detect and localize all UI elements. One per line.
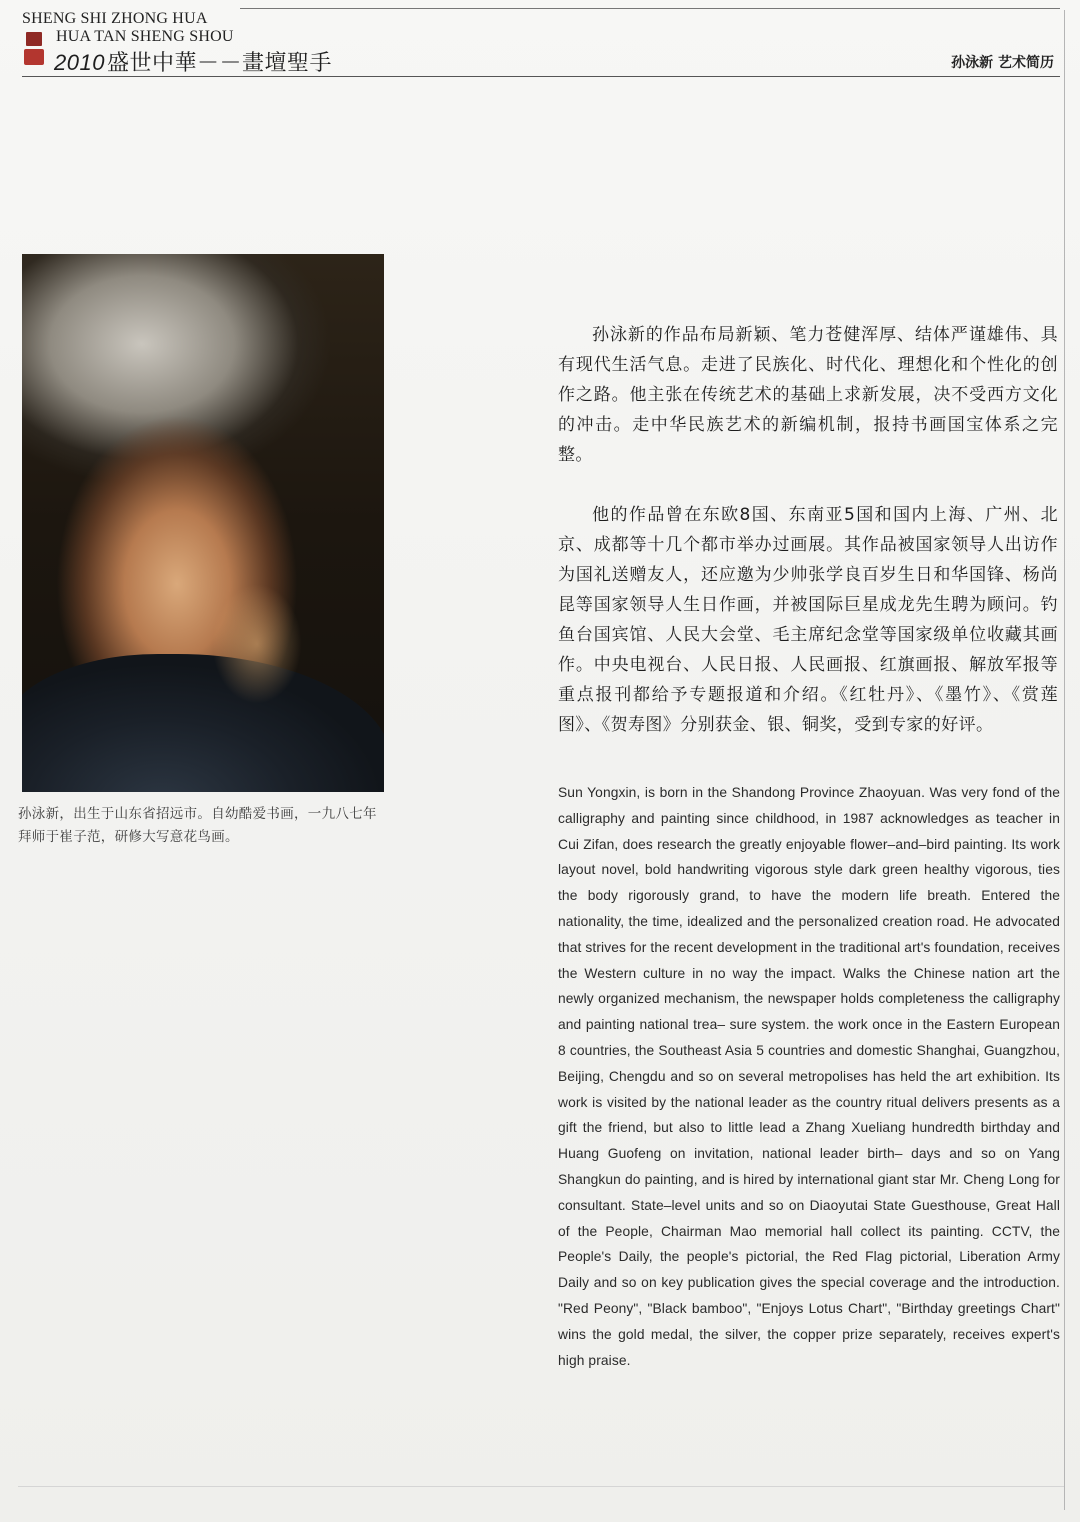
photo-caption: 孙泳新，出生于山东省招远市。自幼酷爱书画，一九八七年拜师于崔子范，研修大写意花鸟画。 bbox=[18, 806, 377, 845]
header-pinyin-line1: SHENG SHI ZHONG HUA bbox=[22, 10, 208, 27]
section-label: 孙泳新 艺术简历 bbox=[951, 55, 1054, 71]
margin-divider bbox=[1064, 10, 1065, 1510]
chinese-paragraph-1: 孙泳新的作品布局新颖、笔力苍健浑厚、结体严谨雄伟、具有现代生活气息。走进了民族化、时代化、理想化和个性化的创作之路。他主张在传统艺术的基础上求新发展，决不受西方文化的冲击。走中华民族艺术的新编机制，报持书画国宝体系之完整。 bbox=[558, 325, 1058, 465]
page-title bbox=[54, 46, 332, 77]
bottom-divider bbox=[18, 1486, 1064, 1487]
seal-logo-icon bbox=[24, 32, 44, 68]
english-biography: Sun Yongxin, is born in the Shandong Province Zhaoyuan. Was very fond of the calligraphy and painting since childhood, in 1987 acknowledges as teacher in Cui Zifan, does research the greatly enjoyable flower–and–bird painting. Its work layout novel, bold handwriting vigorous style dark green healthy vigorous, ties the body rigorously grand, to have the modern life breath. Entered the nationality, the time, idealized and the personalized creation road. He advocated that strives for the recent development in the traditional art's foundation, receives the Western culture in no way the impact. Walks the Chinese nation art the newly organized mechanism, the newspaper holds completeness the calligraphy and painting national trea– sure system. the work once in the Eastern European 8 countries, the Southeast Asia 5 countries and domestic Shanghai, Guangzhou, Beijing, Chengdu and so on several metropolises has held the art exhibition. Its work is visited by the national leader as the country ritual delivers presents as a gift the friend, but also to little lead a Zhang Xueliang hundredth birthday and Huang Guofeng on invitation, national leader birth– days and so on Yang Shangkun do painting, and is hired by international giant star Mr. Cheng Long for consultant. State–level units and so on Diaoyutai State Guesthouse, Great Hall of the People, Chairman Mao memorial hall collect its painting. CCTV, the People's Daily, the people's pictorial, the Red Flag pictorial, Liberation Army Daily and so on key publication gives the special coverage and the introduction. "Red Peony", "Black bamboo", "Enjoys Lotus Chart", "Birthday greetings Chart" wins the gold medal, the silver, the copper prize separately, receives expert's high praise. bbox=[558, 785, 1060, 1368]
header-pinyin bbox=[22, 10, 234, 46]
header-divider bbox=[22, 76, 1060, 77]
portrait-photo bbox=[22, 254, 384, 792]
chinese-biography bbox=[558, 320, 1058, 740]
chinese-paragraph-2: 他的作品曾在东欧8国、东南亚5国和国内上海、广州、北京、成都等十几个都市举办过画展。其作品被国家领导人出访作为国礼送赠友人，还应邀为少帅张学良百岁生日和华国锋、杨尚昆等国家领导人生日作画，并被国际巨星成龙先生聘为顾问。钓鱼台国宾馆、人民大会堂、毛主席纪念堂等国家级单位收藏其画作。中央电视台、人民日报、人民画报、红旗画报、解放军报等重点报刊都给予专题报道和介绍。《红牡丹》、《墨竹》、《赏莲图》、《贺寿图》分别获金、银、铜奖，受到专家的好评。 bbox=[558, 505, 1058, 735]
title-year: 2010 bbox=[54, 50, 105, 75]
title-text: 盛世中華－－畫壇聖手 bbox=[106, 51, 332, 76]
header-top-rule bbox=[240, 8, 1060, 9]
header-pinyin-line2: HUA TAN SHENG SHOU bbox=[56, 28, 234, 45]
